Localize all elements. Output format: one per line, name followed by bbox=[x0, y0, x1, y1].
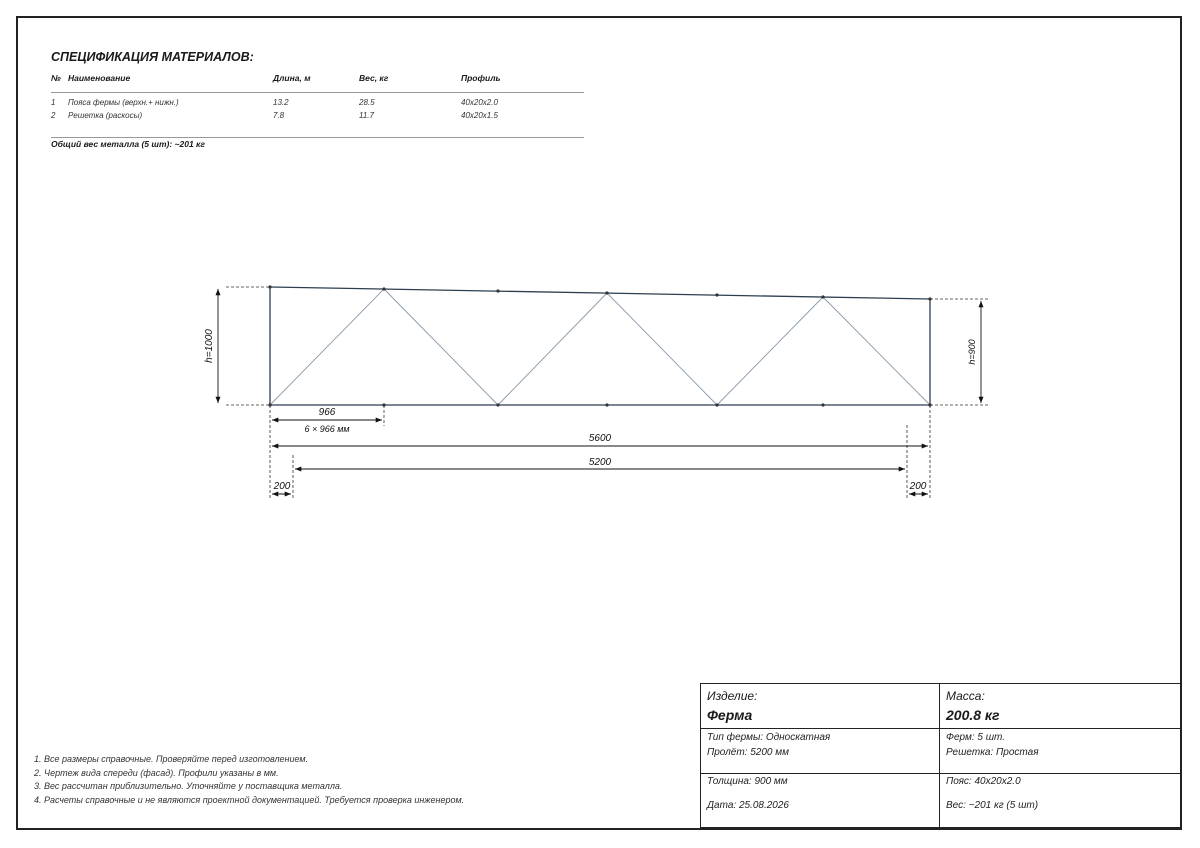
note-4: 4. Расчеты справочные и не являются проектной документацией. Требуется проверка инженером. bbox=[34, 794, 465, 805]
thickness: Толщина: 900 мм bbox=[707, 776, 788, 787]
spec-title: СПЕЦИФИКАЦИЯ МАТЕРИАЛОВ: bbox=[51, 50, 254, 64]
item-label: Изделие: bbox=[707, 689, 758, 703]
spec-col-number: № bbox=[51, 73, 61, 83]
spec-col-profile: Профиль bbox=[461, 73, 501, 83]
overhang-right-label: 200 bbox=[909, 481, 927, 492]
spec-header-divider bbox=[51, 92, 584, 93]
truss-span: Пролёт: 5200 мм bbox=[707, 747, 789, 758]
spec-col-name: Наименование bbox=[68, 73, 131, 83]
lattice-type: Решетка: Простая bbox=[946, 747, 1039, 758]
item-value: Ферма bbox=[707, 707, 753, 723]
title-block bbox=[700, 683, 1181, 828]
panel-label: 966 bbox=[318, 407, 336, 418]
spec-row-2-profile: 40x20x1.5 bbox=[461, 111, 498, 120]
spec-total-weight: Общий вес металла (5 шт): ~201 кг bbox=[51, 139, 205, 149]
height-right-label: h=900 bbox=[967, 339, 977, 365]
truss-count: Ферм: 5 шт. bbox=[946, 732, 1006, 743]
height-left-label: h=1000 bbox=[204, 329, 215, 363]
total-weight: Вес: ~201 кг (5 шт) bbox=[946, 800, 1039, 811]
mass-value: 200.8 кг bbox=[946, 707, 1000, 723]
note-3: 3. Вес рассчитан приблизительно. Уточняйте у поставщика металла. bbox=[34, 781, 343, 791]
span-label: 5200 bbox=[588, 457, 612, 468]
overhang-left-label: 200 bbox=[273, 481, 291, 492]
spec-footer-divider bbox=[51, 137, 584, 138]
truss-type: Тип фермы: Односкатная bbox=[707, 732, 831, 743]
chord-profile: Пояс: 40x20x2.0 bbox=[946, 776, 1021, 787]
spec-row-1-profile: 40x20x2.0 bbox=[461, 98, 498, 107]
spec-row-2-number: 2 bbox=[51, 111, 56, 120]
spec-row-2-weight: 11.7 bbox=[359, 111, 374, 120]
panel-note: 6 × 966 мм bbox=[304, 424, 350, 434]
date: Дата: 25.08.2026 bbox=[707, 800, 789, 811]
spec-row-1-length: 13.2 bbox=[273, 98, 289, 107]
spec-row-1-name: Пояса фермы (верхн.+ нижн.) bbox=[68, 98, 179, 107]
overall-label: 5600 bbox=[588, 433, 612, 444]
spec-row-2-name: Решетка (раскосы) bbox=[68, 111, 143, 120]
spec-row-2-length: 7.8 bbox=[273, 111, 285, 120]
notes bbox=[34, 753, 464, 807]
note-2: 2. Чертеж вида спереди (фасад). Профили указаны в мм. bbox=[34, 767, 279, 778]
spec-col-length: Длина, м bbox=[273, 73, 311, 83]
spec-row-1-weight: 28.5 bbox=[359, 98, 375, 107]
mass-label: Масса: bbox=[946, 689, 985, 703]
note-1: 1. Все размеры справочные. Проверяйте перед изготовлением. bbox=[34, 754, 309, 764]
spec-col-weight: Вес, кг bbox=[359, 73, 389, 83]
spec-row-1-number: 1 bbox=[51, 98, 56, 107]
